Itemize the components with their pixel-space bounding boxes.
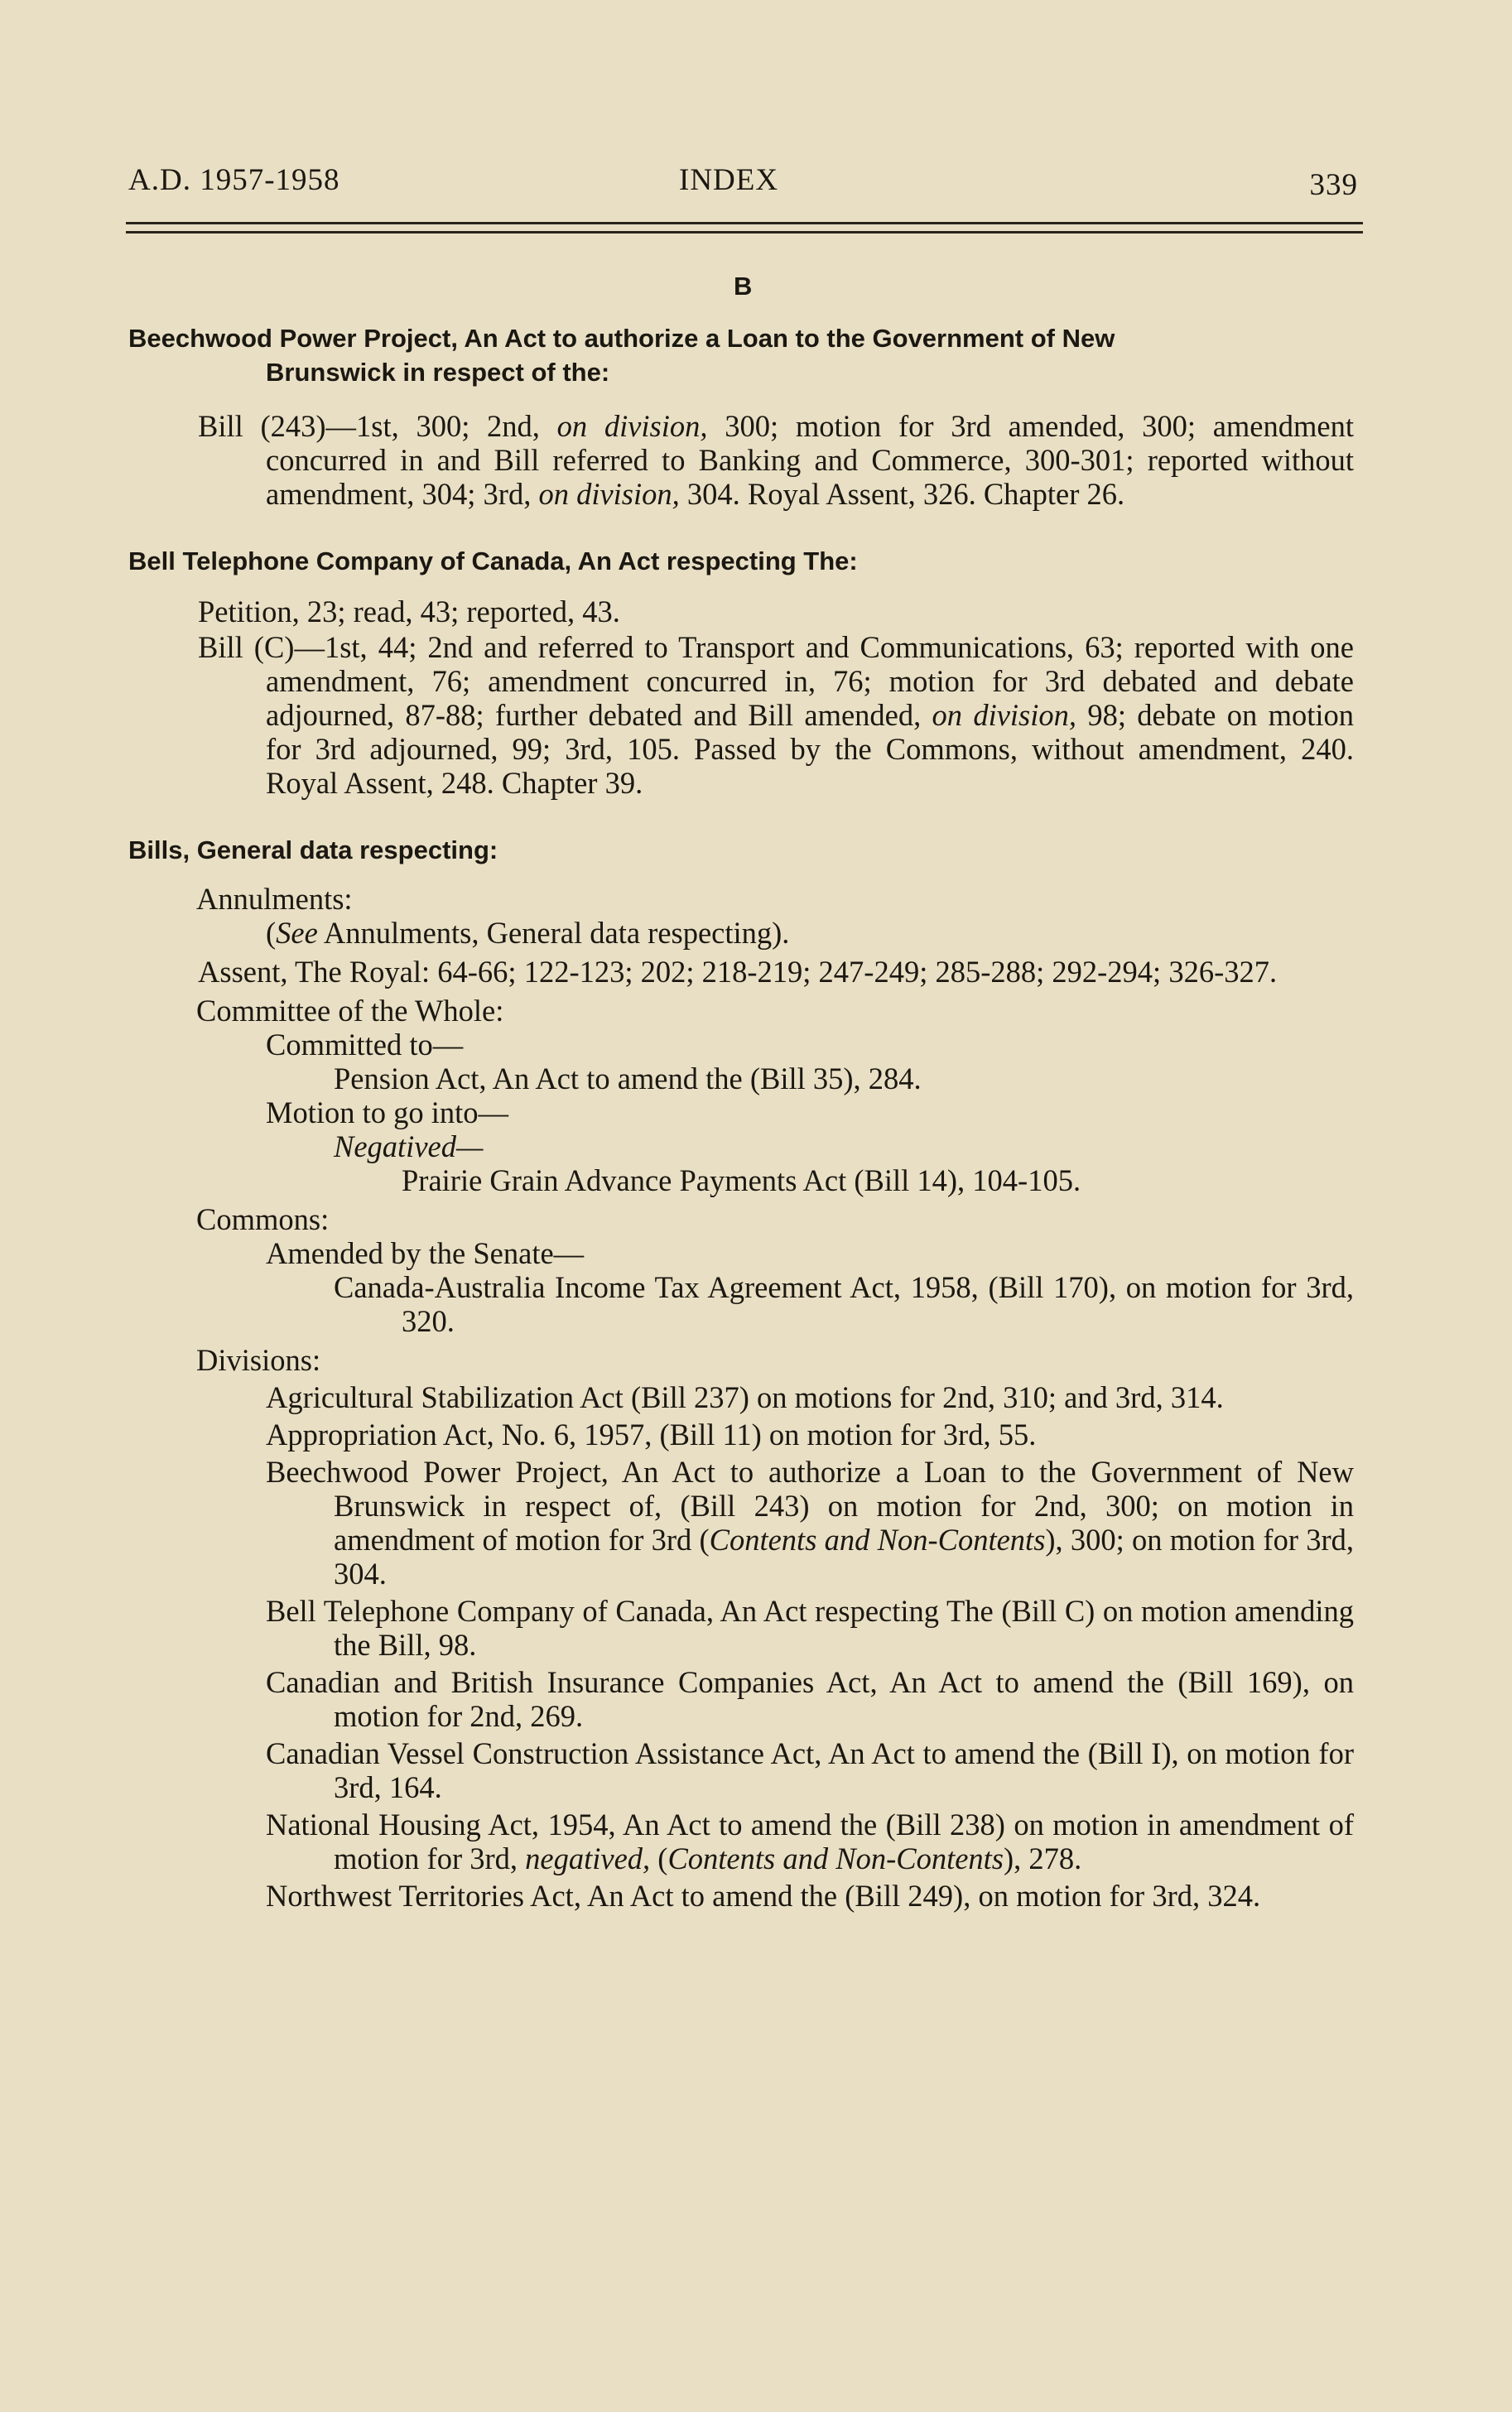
div-appropriation: Appropriation Act, No. 6, 1957, (Bill 11) on motion for 3rd, 55.: [266, 1418, 1037, 1452]
sub-canada-australia: Canada-Australia Income Tax Agreement Act, 1958, (Bill 170), on motion for 3rd, 320.: [334, 1270, 1354, 1338]
sub-assent: Assent, The Royal: 64-66; 122-123; 202; 218-219; 247-249; 285-288; 292-294; 326-327.: [198, 955, 1278, 989]
div-national-housing: National Housing Act, 1954, An Act to amend the (Bill 238) on motion in amendment of motion for 3rd, negatived, (Contents and Non-Contents), 278.: [266, 1808, 1354, 1875]
entry-heading-bell: Bell Telephone Company of Canada, An Act respecting The:: [128, 546, 858, 575]
div-canadian-vessel: Canadian Vessel Construction Assistance Act, An Act to amend the (Bill I), on motion for 3rd, 164.: [266, 1736, 1354, 1804]
header-rule-bottom: [126, 231, 1363, 233]
header-date-range: A.D. 1957-1958: [128, 163, 340, 197]
sub-commons-label: Commons:: [196, 1202, 330, 1236]
page-number: 339: [1309, 168, 1358, 202]
entry-heading-beechwood: Beechwood Power Project, An Act to authorize a Loan to the Government of New Brunswick in respect of the:: [128, 324, 1115, 387]
section-letter: B: [734, 272, 753, 301]
div-beechwood: Beechwood Power Project, An Act to authorize a Loan to the Government of New Brunswick in respect of, (Bill 243) on motion for 2nd, 300; on motion in amendment of motion for 3rd (Contents and Non-Contents), 300; on motion for 3rd, 304.: [266, 1455, 1354, 1591]
bell-bill-entry: Bill (C)—1st, 44; 2nd and referred to Transport and Communications, 63; reported with one amendment, 76; amendment concurred in, 76; motion for 3rd debated and debate adjourned, 87-88; further debated and Bill amended, on division, 98; debate on motion for 3rd adjourned, 99; 3rd, 105. Passed by the Commons, without amendment, 240. Royal Assent, 248. Chapter 39.: [198, 630, 1354, 800]
running-head: [128, 162, 1358, 204]
sub-divisions-label: Divisions:: [196, 1343, 321, 1377]
index-content: [128, 321, 1354, 1913]
beechwood-bill-entry: Bill (243)—1st, 300; 2nd, on division, 300; motion for 3rd amended, 300; amendment concurred in and Bill referred to Banking and Commerce, 300-301; reported without amendment, 304; 3rd, on division, 304. Royal Assent, 326. Chapter 26.: [198, 409, 1354, 511]
entry-heading-bills-general: Bills, General data respecting:: [128, 835, 498, 864]
sub-pension-act: Pension Act, An Act to amend the (Bill 35), 284.: [334, 1062, 922, 1095]
sub-committed-to: Committed to—: [266, 1028, 464, 1062]
div-bell-telephone: Bell Telephone Company of Canada, An Act respecting The (Bill C) on motion amending the Bill, 98.: [266, 1594, 1354, 1662]
sub-amended-by-senate: Amended by the Senate—: [266, 1236, 585, 1270]
div-canadian-british-insurance: Canadian and British Insurance Companies Act, An Act to amend the (Bill 169), on motion for 2nd, 269.: [266, 1665, 1354, 1733]
header-title: INDEX: [679, 163, 779, 197]
sub-prairie-grain: Prairie Grain Advance Payments Act (Bill 14), 104-105.: [402, 1163, 1081, 1197]
header-rule-top: [126, 222, 1363, 224]
sub-annulments-label: Annulments:: [196, 882, 353, 916]
sub-negatived: Negatived—: [334, 1129, 484, 1163]
div-northwest-territories: Northwest Territories Act, An Act to amend the (Bill 249), on motion for 3rd, 324.: [266, 1879, 1261, 1913]
sub-committee-label: Committee of the Whole:: [196, 994, 504, 1028]
sub-annulments-see: (See Annulments, General data respecting).: [266, 916, 790, 950]
div-agricultural: Agricultural Stabilization Act (Bill 237) on motions for 2nd, 310; and 3rd, 314.: [266, 1380, 1224, 1414]
bell-petition-entry: Petition, 23; read, 43; reported, 43.: [198, 595, 620, 628]
sub-motion-go-into: Motion to go into—: [266, 1095, 509, 1129]
